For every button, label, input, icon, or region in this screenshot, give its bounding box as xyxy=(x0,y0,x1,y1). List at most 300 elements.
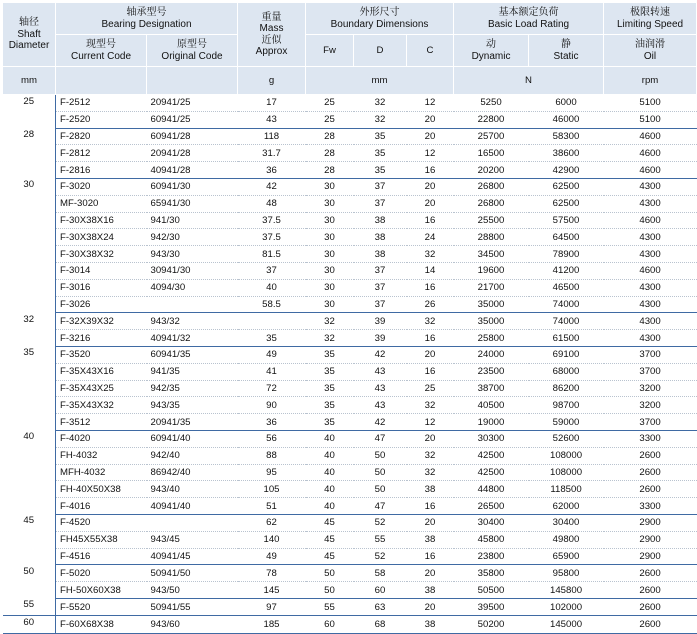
original-code-cell: 942/40 xyxy=(147,447,238,464)
current-code-cell: F-35X43X32 xyxy=(56,397,147,414)
c-header: C xyxy=(407,35,454,67)
shaft-diameter-cell: 25 xyxy=(3,95,56,129)
oil-speed-cell: 4300 xyxy=(604,229,697,246)
table-row xyxy=(3,229,697,246)
boundary-unit: mm xyxy=(306,67,454,95)
fw-header: Fw xyxy=(306,35,354,67)
fw-cell: 35 xyxy=(306,397,354,414)
original-code-cell: 50941/55 xyxy=(147,598,238,615)
static-load-cell: 145000 xyxy=(529,616,604,634)
shaft-diameter-cell: 40 xyxy=(23,431,35,443)
original-code-cell: 943/30 xyxy=(147,246,238,263)
static-load-cell: 6000 xyxy=(529,95,604,112)
c-cell: 38 xyxy=(407,616,454,634)
fw-cell: 55 xyxy=(306,598,354,615)
mass-cell: 118 xyxy=(238,128,306,145)
static-load-cell: 42900 xyxy=(529,162,604,179)
oil-speed-cell: 3200 xyxy=(604,380,697,397)
mass-cell: 56 xyxy=(238,430,306,447)
current-code-cell: F-35X43X16 xyxy=(56,363,147,380)
table-row xyxy=(3,330,697,347)
mass-cell: 42 xyxy=(238,178,306,195)
mass-cell: 36 xyxy=(238,162,306,179)
c-cell: 12 xyxy=(407,95,454,112)
c-cell: 16 xyxy=(407,279,454,296)
current-code-cell: F-30X38X32 xyxy=(56,246,147,263)
c-cell: 14 xyxy=(407,262,454,279)
d-cell: 37 xyxy=(354,195,407,212)
oil-speed-cell: 3300 xyxy=(604,430,697,447)
current-code-cell: F-30X38X24 xyxy=(56,229,147,246)
d-cell: 43 xyxy=(354,397,407,414)
mass-cell: 72 xyxy=(238,380,306,397)
static-load-cell: 98700 xyxy=(529,397,604,414)
static-load-cell: 46000 xyxy=(529,111,604,128)
d-cell: 60 xyxy=(354,582,407,599)
current-code-header xyxy=(56,35,147,67)
original-unit-empty xyxy=(147,67,238,95)
fw-cell: 35 xyxy=(306,346,354,363)
current-code-cell: MF-3020 xyxy=(56,195,147,212)
approx-zh: 近似 xyxy=(261,34,282,46)
oil-speed-cell: 3700 xyxy=(604,363,697,380)
fw-cell: 30 xyxy=(306,296,354,313)
original-code-cell: 943/35 xyxy=(147,397,238,414)
fw-cell: 30 xyxy=(306,178,354,195)
static-load-cell: 86200 xyxy=(529,380,604,397)
c-cell: 20 xyxy=(407,111,454,128)
c-cell: 32 xyxy=(407,313,454,330)
dynamic-load-cell: 30400 xyxy=(454,514,529,531)
original-code-cell: 943/40 xyxy=(147,481,238,498)
d-cell: 37 xyxy=(354,296,407,313)
mass-zh: 重量 xyxy=(261,11,282,23)
static-load-cell: 64500 xyxy=(529,229,604,246)
dynamic-load-cell: 42500 xyxy=(454,464,529,481)
d-cell: 58 xyxy=(354,565,407,582)
table-row xyxy=(3,313,697,330)
dynamic-load-cell: 35800 xyxy=(454,565,529,582)
designation-en: Bearing Designation xyxy=(101,18,192,30)
dynamic-load-cell: 26800 xyxy=(454,195,529,212)
c-cell: 25 xyxy=(407,380,454,397)
static-load-cell: 69100 xyxy=(529,346,604,363)
d-cell: 35 xyxy=(354,128,407,145)
static-load-cell: 145800 xyxy=(529,582,604,599)
c-cell: 26 xyxy=(407,296,454,313)
original-code-cell xyxy=(147,296,238,313)
speed-header xyxy=(604,3,697,35)
original-en: Original Code xyxy=(161,50,223,62)
oil-header xyxy=(604,35,697,67)
static-zh: 静 xyxy=(561,39,572,50)
dynamic-load-cell: 35000 xyxy=(454,313,529,330)
table-row xyxy=(3,296,697,313)
current-unit-empty xyxy=(56,67,147,95)
mass-en: Mass xyxy=(259,23,284,34)
shaft-diameter-cell: 32 xyxy=(23,313,35,325)
oil-speed-cell: 2600 xyxy=(604,582,697,599)
fw-cell: 30 xyxy=(306,279,354,296)
current-code-cell: F-2816 xyxy=(56,162,147,179)
fw-cell: 40 xyxy=(306,464,354,481)
oil-speed-cell: 2600 xyxy=(604,565,697,582)
current-code-cell: F-4516 xyxy=(56,548,147,565)
current-code-cell: F-35X43X25 xyxy=(56,380,147,397)
static-load-cell: 62000 xyxy=(529,498,604,515)
c-cell: 20 xyxy=(407,565,454,582)
static-load-cell: 95800 xyxy=(529,565,604,582)
static-load-cell: 62500 xyxy=(529,195,604,212)
mass-cell: 17 xyxy=(238,95,306,112)
speed-unit: rpm xyxy=(604,67,697,95)
original-code-cell: 60941/35 xyxy=(147,346,238,363)
table-row xyxy=(3,397,697,414)
table-row xyxy=(3,145,697,162)
d-cell: 42 xyxy=(354,346,407,363)
table-row xyxy=(3,95,697,112)
dynamic-load-cell: 21700 xyxy=(454,279,529,296)
fw-cell: 40 xyxy=(306,498,354,515)
mass-cell: 37.5 xyxy=(238,212,306,229)
mass-cell: 97 xyxy=(238,598,306,615)
original-code-cell: 50941/50 xyxy=(147,565,238,582)
mass-cell: 58.5 xyxy=(238,296,306,313)
c-cell: 16 xyxy=(407,330,454,347)
table-row xyxy=(3,430,697,447)
dynamic-load-cell: 22800 xyxy=(454,111,529,128)
mass-cell: 36 xyxy=(238,414,306,431)
table-row xyxy=(3,531,697,548)
static-load-cell: 62500 xyxy=(529,178,604,195)
table-row xyxy=(3,178,697,195)
oil-speed-cell: 4300 xyxy=(604,246,697,263)
d-cell: 39 xyxy=(354,313,407,330)
oil-speed-cell: 2900 xyxy=(604,514,697,531)
load-zh: 基本额定负荷 xyxy=(498,7,559,18)
dynamic-load-cell: 40500 xyxy=(454,397,529,414)
table-row xyxy=(3,481,697,498)
c-cell: 12 xyxy=(407,145,454,162)
current-zh: 现型号 xyxy=(86,39,116,50)
d-cell: 47 xyxy=(354,498,407,515)
c-cell: 20 xyxy=(407,128,454,145)
mass-unit: g xyxy=(238,67,306,95)
load-en: Basic Load Rating xyxy=(487,18,570,30)
oil-speed-cell: 4300 xyxy=(604,178,697,195)
current-en: Current Code xyxy=(70,50,132,62)
static-load-cell: 65900 xyxy=(529,548,604,565)
mass-cell: 95 xyxy=(238,464,306,481)
c-cell: 20 xyxy=(407,178,454,195)
table-row xyxy=(3,162,697,179)
dynamic-load-cell: 50200 xyxy=(454,616,529,634)
table-row xyxy=(3,279,697,296)
c-cell: 20 xyxy=(407,195,454,212)
table-row xyxy=(3,380,697,397)
static-load-cell: 58300 xyxy=(529,128,604,145)
designation-header xyxy=(56,3,238,35)
static-load-cell: 59000 xyxy=(529,414,604,431)
oil-speed-cell: 5100 xyxy=(604,111,697,128)
mass-cell: 51 xyxy=(238,498,306,515)
designation-zh: 轴承型号 xyxy=(126,7,167,18)
static-load-cell: 74000 xyxy=(529,313,604,330)
c-cell: 20 xyxy=(407,598,454,615)
mass-cell: 40 xyxy=(238,279,306,296)
fw-cell: 50 xyxy=(306,565,354,582)
c-cell: 32 xyxy=(407,464,454,481)
current-code-cell: FH-50X60X38 xyxy=(56,582,147,599)
speed-en: Limiting Speed xyxy=(616,18,684,30)
d-cell: 55 xyxy=(354,531,407,548)
oil-speed-cell: 4600 xyxy=(604,128,697,145)
fw-cell: 60 xyxy=(306,616,354,634)
original-code-cell: 4094/30 xyxy=(147,279,238,296)
original-code-cell: 60941/25 xyxy=(147,111,238,128)
c-cell: 32 xyxy=(407,397,454,414)
current-code-cell: F-4020 xyxy=(56,430,147,447)
dynamic-load-cell: 24000 xyxy=(454,346,529,363)
dynamic-load-cell: 34500 xyxy=(454,246,529,263)
fw-cell: 28 xyxy=(306,128,354,145)
table-row xyxy=(3,514,697,531)
current-code-cell: F-32X39X32 xyxy=(56,313,147,330)
dynamic-load-cell: 39500 xyxy=(454,598,529,615)
c-cell: 12 xyxy=(407,414,454,431)
dynamic-load-cell: 44800 xyxy=(454,481,529,498)
dynamic-load-cell: 42500 xyxy=(454,447,529,464)
shaft-en2: Diameter xyxy=(8,40,50,52)
fw-cell: 45 xyxy=(306,531,354,548)
static-en: Static xyxy=(553,50,579,62)
current-code-cell: F-4520 xyxy=(56,514,147,531)
current-code-cell: F-2512 xyxy=(56,95,147,112)
dynamic-load-cell: 19000 xyxy=(454,414,529,431)
original-code-cell: 40941/40 xyxy=(147,498,238,515)
static-load-cell: 41200 xyxy=(529,262,604,279)
fw-cell: 40 xyxy=(306,430,354,447)
current-code-cell: MFH-4032 xyxy=(56,464,147,481)
d-cell: 63 xyxy=(354,598,407,615)
dynamic-zh: 动 xyxy=(486,39,497,50)
approx-en: Approx xyxy=(255,46,288,57)
original-code-cell: 86942/40 xyxy=(147,464,238,481)
mass-cell: 88 xyxy=(238,447,306,464)
d-cell: 42 xyxy=(354,414,407,431)
c-cell: 32 xyxy=(407,246,454,263)
current-code-cell: F-60X68X38 xyxy=(56,616,147,634)
current-code-cell: F-30X38X16 xyxy=(56,212,147,229)
dynamic-load-cell: 23800 xyxy=(454,548,529,565)
original-code-cell: 941/35 xyxy=(147,363,238,380)
dynamic-load-cell: 50500 xyxy=(454,582,529,599)
d-cell: 43 xyxy=(354,380,407,397)
table-row xyxy=(3,262,697,279)
fw-cell: 45 xyxy=(306,548,354,565)
fw-cell: 40 xyxy=(306,481,354,498)
fw-cell: 30 xyxy=(306,212,354,229)
mass-cell: 62 xyxy=(238,514,306,531)
oil-speed-cell: 5100 xyxy=(604,95,697,112)
mass-cell: 37.5 xyxy=(238,229,306,246)
d-cell: 38 xyxy=(354,229,407,246)
oil-speed-cell: 2600 xyxy=(604,464,697,481)
table-row xyxy=(3,464,697,481)
original-code-cell: 60941/28 xyxy=(147,128,238,145)
shaft-diameter-cell: 28 xyxy=(23,129,35,141)
current-code-cell: F-3026 xyxy=(56,296,147,313)
fw-cell: 35 xyxy=(306,363,354,380)
d-cell: 37 xyxy=(354,279,407,296)
d-cell: 39 xyxy=(354,330,407,347)
fw-cell: 30 xyxy=(306,262,354,279)
oil-speed-cell: 2600 xyxy=(604,447,697,464)
table-row xyxy=(3,346,697,363)
static-load-cell: 30400 xyxy=(529,514,604,531)
table-row xyxy=(3,128,697,145)
load-header xyxy=(454,3,604,35)
original-code-cell: 30941/30 xyxy=(147,262,238,279)
static-load-cell: 108000 xyxy=(529,447,604,464)
table-row xyxy=(3,582,697,599)
fw-cell: 30 xyxy=(306,246,354,263)
original-code-cell: 20941/35 xyxy=(147,414,238,431)
static-header xyxy=(529,35,604,67)
current-code-cell: F-2520 xyxy=(56,111,147,128)
table-row xyxy=(3,195,697,212)
oil-speed-cell: 4600 xyxy=(604,162,697,179)
shaft-unit: mm xyxy=(3,67,56,95)
table-row xyxy=(3,246,697,263)
mass-cell: 31.7 xyxy=(238,145,306,162)
table-row xyxy=(3,616,697,634)
dynamic-load-cell: 25500 xyxy=(454,212,529,229)
original-zh: 原型号 xyxy=(177,39,207,50)
d-cell: 32 xyxy=(354,95,407,112)
current-code-cell: F-2820 xyxy=(56,128,147,145)
dynamic-load-cell: 25700 xyxy=(454,128,529,145)
c-cell: 20 xyxy=(407,346,454,363)
shaft-diameter-cell: 55 xyxy=(3,598,56,615)
table-header xyxy=(3,3,697,95)
c-cell: 38 xyxy=(407,481,454,498)
original-code-cell: 40941/32 xyxy=(147,330,238,347)
fw-cell: 25 xyxy=(306,111,354,128)
current-code-cell: F-3512 xyxy=(56,414,147,431)
current-code-cell: F-3216 xyxy=(56,330,147,347)
current-code-cell: F-3520 xyxy=(56,346,147,363)
table-row xyxy=(3,363,697,380)
dynamic-header xyxy=(454,35,529,67)
static-load-cell: 68000 xyxy=(529,363,604,380)
fw-cell: 35 xyxy=(306,414,354,431)
c-cell: 16 xyxy=(407,548,454,565)
table-row xyxy=(3,414,697,431)
oil-speed-cell: 2600 xyxy=(604,598,697,615)
mass-cell: 49 xyxy=(238,346,306,363)
oil-speed-cell: 4300 xyxy=(604,296,697,313)
current-code-cell: FH-4032 xyxy=(56,447,147,464)
original-code-cell: 942/30 xyxy=(147,229,238,246)
original-code-cell: 942/35 xyxy=(147,380,238,397)
static-load-cell: 74000 xyxy=(529,296,604,313)
d-cell: 50 xyxy=(354,481,407,498)
oil-speed-cell: 2600 xyxy=(604,481,697,498)
mass-cell: 43 xyxy=(238,111,306,128)
current-code-cell: F-3020 xyxy=(56,178,147,195)
dynamic-load-cell: 30300 xyxy=(454,430,529,447)
table-row xyxy=(3,598,697,615)
original-code-cell: 943/32 xyxy=(147,313,238,330)
table-row xyxy=(3,548,697,565)
oil-speed-cell: 2900 xyxy=(604,531,697,548)
current-code-cell: F-4016 xyxy=(56,498,147,515)
oil-speed-cell: 4300 xyxy=(604,330,697,347)
d-cell: 50 xyxy=(354,464,407,481)
dynamic-load-cell: 26500 xyxy=(454,498,529,515)
dynamic-load-cell: 26800 xyxy=(454,178,529,195)
mass-cell: 48 xyxy=(238,195,306,212)
mass-cell: 105 xyxy=(238,481,306,498)
d-cell: 35 xyxy=(354,162,407,179)
dynamic-load-cell: 25800 xyxy=(454,330,529,347)
static-load-cell: 118500 xyxy=(529,481,604,498)
mass-cell: 90 xyxy=(238,397,306,414)
dynamic-load-cell: 20200 xyxy=(454,162,529,179)
table-row xyxy=(3,212,697,229)
oil-speed-cell: 4300 xyxy=(604,313,697,330)
load-unit: N xyxy=(454,67,604,95)
static-load-cell: 57500 xyxy=(529,212,604,229)
dynamic-load-cell: 35000 xyxy=(454,296,529,313)
oil-speed-cell: 2900 xyxy=(604,548,697,565)
mass-header xyxy=(238,3,306,67)
oil-speed-cell: 3700 xyxy=(604,414,697,431)
original-code-cell: 941/30 xyxy=(147,212,238,229)
c-cell: 20 xyxy=(407,430,454,447)
shaft-diameter-cell: 45 xyxy=(23,515,35,527)
original-code-cell: 943/50 xyxy=(147,582,238,599)
static-load-cell: 49800 xyxy=(529,531,604,548)
table-row xyxy=(3,447,697,464)
oil-en: Oil xyxy=(643,50,657,62)
table-row xyxy=(3,498,697,515)
c-cell: 16 xyxy=(407,212,454,229)
static-load-cell: 61500 xyxy=(529,330,604,347)
shaft-zh: 轴径 xyxy=(19,17,39,29)
current-code-cell: F-2812 xyxy=(56,145,147,162)
mass-cell xyxy=(238,313,306,330)
static-load-cell: 78900 xyxy=(529,246,604,263)
d-header: D xyxy=(354,35,407,67)
original-code-cell: 65941/30 xyxy=(147,195,238,212)
dynamic-load-cell: 19600 xyxy=(454,262,529,279)
d-cell: 38 xyxy=(354,212,407,229)
c-cell: 16 xyxy=(407,162,454,179)
d-cell: 32 xyxy=(354,111,407,128)
shaft-en1: Shaft xyxy=(17,28,41,40)
static-load-cell: 38600 xyxy=(529,145,604,162)
current-code-cell: F-5020 xyxy=(56,565,147,582)
boundary-header xyxy=(306,3,454,35)
current-code-cell: FH45X55X38 xyxy=(56,531,147,548)
speed-zh: 极限转速 xyxy=(630,7,671,18)
oil-speed-cell: 4600 xyxy=(604,145,697,162)
d-cell: 37 xyxy=(354,178,407,195)
current-code-cell: FH-40X50X38 xyxy=(56,481,147,498)
dynamic-en: Dynamic xyxy=(471,50,511,62)
